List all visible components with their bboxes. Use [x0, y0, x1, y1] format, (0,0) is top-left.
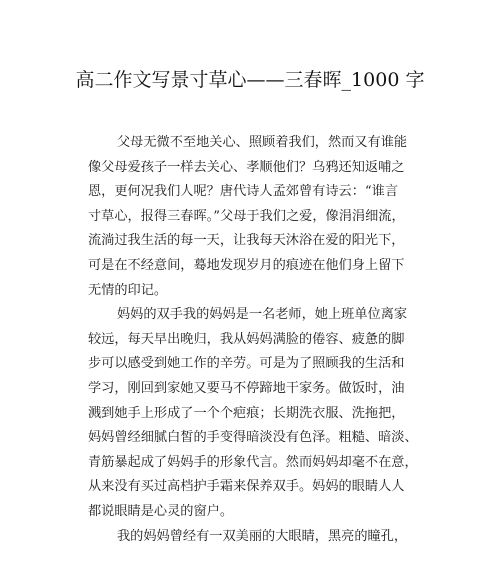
- paragraph-line: 青筋暴起成了妈妈手的形象代言。然而妈妈却毫不在意，: [88, 454, 418, 470]
- paragraph-line: 像父母爱孩子一样去关心、孝顺他们？乌鸦还知返哺之: [88, 159, 405, 175]
- paragraph-line: 妈妈曾经细腻白皙的手变得暗淡没有色泽。粗糙、暗淡、: [88, 430, 418, 446]
- paragraph-line: 无情的印记。: [88, 282, 168, 298]
- paragraph-line: 可是在不经意间，蓦地发现岁月的痕迹在他们身上留下: [88, 257, 405, 273]
- document-body: [88, 131, 420, 549]
- paragraph-line: 我的妈妈曾经有一双美丽的大眼睛，黑亮的瞳孔，: [117, 528, 408, 544]
- paragraph-line: 父母无微不至地关心、照顾着我们，然而又有谁能: [117, 135, 408, 150]
- paragraph-line: 溅到她手上形成了一个个疤痕；长期洗衣服、洗拖把，: [88, 405, 405, 421]
- paragraph-line: 学习，刚回到家她又要马不停蹄地干家务。做饭时，油: [88, 380, 405, 396]
- paragraph-line: 恩，更何况我们人呢？唐代诗人孟郊曾有诗云：“谁言: [88, 184, 399, 200]
- paragraph-line: 从来没有买过高档护手霜来保养双手。妈妈的眼睛人人: [88, 479, 405, 495]
- paragraph-line: 都说眼睛是心灵的窗户。: [88, 503, 234, 519]
- paragraph-line: 流淌过我生活的每一天，让我每天沐浴在爱的阳光下，: [88, 233, 405, 249]
- paragraph-line: 妈妈的双手我的妈妈是一名老师，她上班单位离家: [117, 307, 408, 323]
- paragraph-line: 步可以感受到她工作的辛劳。可是为了照顾我的生活和: [88, 356, 405, 372]
- document-title: 高二作文写景寸草心——三春晖_1000 字: [75, 69, 425, 91]
- paragraph-line: 较远，每天早出晚归，我从妈妈满脸的倦容、疲惫的脚: [88, 331, 405, 347]
- paragraph-line: 寸草心，报得三春晖。”父母于我们之爱，像涓涓细流，: [88, 208, 405, 224]
